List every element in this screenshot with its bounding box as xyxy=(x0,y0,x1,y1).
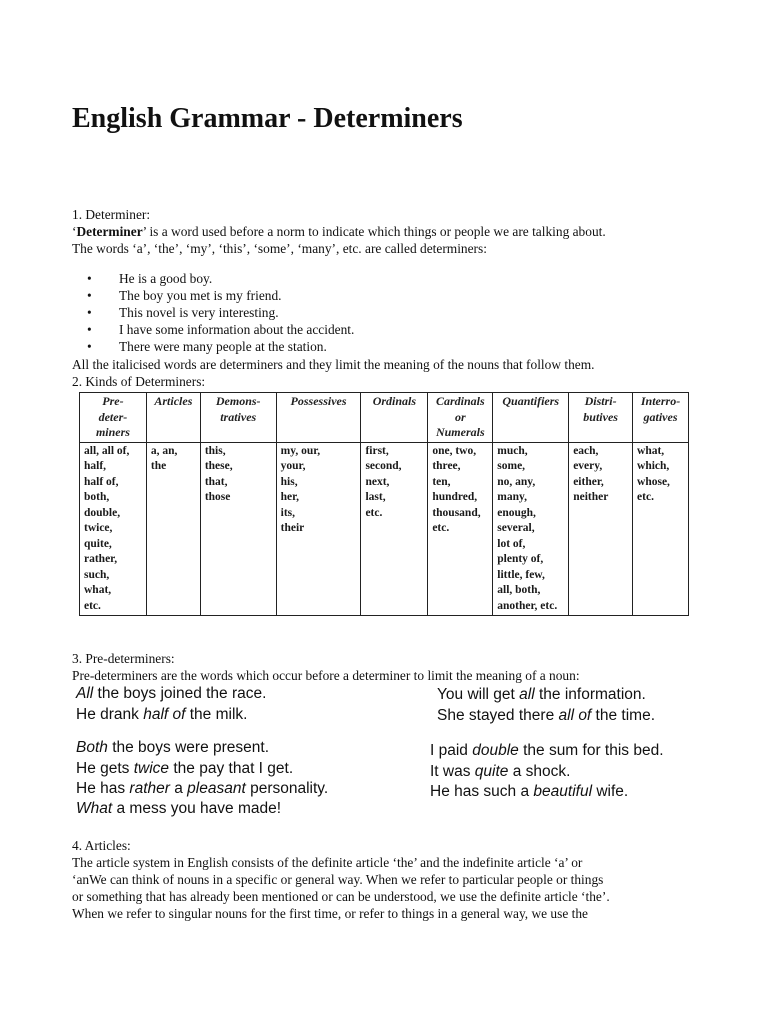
quote-mark: ‘ xyxy=(72,224,77,239)
paragraph-line: The article system in English consists of the definite article ‘the’ and the indefinite article ‘a’ or xyxy=(72,855,583,870)
table-cell xyxy=(80,442,147,616)
sentence-text: You will get xyxy=(437,686,520,703)
table-row xyxy=(80,442,689,616)
sentence-text: He gets xyxy=(76,760,134,777)
paragraph-line: When we refer to singular nouns for the first time, or refer to things in a general way, we use the xyxy=(72,906,588,921)
cell-text: a, an, xyxy=(150,444,178,457)
predeterminer-word: quite xyxy=(474,763,509,780)
cell-text: their xyxy=(280,522,305,534)
table-header-cell xyxy=(276,393,361,443)
section3-intro: Pre-determiners are the words which occur before a determiner to limit the meaning of a noun: xyxy=(72,668,580,683)
cell-text: rather, xyxy=(84,553,118,565)
sentence-text: the sum for this bed. xyxy=(518,742,664,759)
cell-text: much, xyxy=(497,444,528,457)
header-text: Interro- xyxy=(640,394,681,408)
cell-text: neither xyxy=(573,491,609,503)
list-item xyxy=(72,270,354,287)
cell-text: etc. xyxy=(432,522,450,534)
table-header-cell xyxy=(633,393,689,443)
header-text: Articles xyxy=(154,394,193,408)
header-text: gatives xyxy=(643,409,678,424)
cell-text: etc. xyxy=(84,599,101,612)
example-sentence xyxy=(76,799,281,819)
table-header-cell xyxy=(493,393,569,443)
cell-text: thousand, xyxy=(432,506,481,519)
table-cell xyxy=(569,442,633,616)
cell-text: both, xyxy=(84,491,110,503)
sentence-text: a xyxy=(169,780,188,797)
example-bullet-list xyxy=(72,270,354,355)
bullet-icon: • xyxy=(87,288,92,303)
cell-text: etc. xyxy=(365,506,383,519)
predeterminer-word: What xyxy=(76,800,113,817)
cell-text: lot of, xyxy=(497,537,526,550)
table-cell xyxy=(633,442,689,616)
header-text: Ordinals xyxy=(372,394,417,408)
cell-text: plenty of, xyxy=(497,553,544,565)
header-text: butives xyxy=(583,409,618,424)
header-text: Cardinals xyxy=(435,394,485,408)
sentence-text: a mess you have made! xyxy=(112,800,282,817)
bullet-text: This novel is very interesting. xyxy=(119,305,279,320)
table-header-cell xyxy=(569,393,633,443)
cell-text: these, xyxy=(204,460,233,472)
predeterminer-word: twice xyxy=(133,760,170,777)
header-text: Quantifiers xyxy=(502,394,560,408)
determiner-examples-line: The words ‘a’, ‘the’, ‘my’, ‘this’, ‘some’, ‘many’, etc. are called determiners: xyxy=(72,241,487,256)
cell-text: what, xyxy=(84,584,112,596)
example-sentence xyxy=(76,779,328,799)
example-sentence xyxy=(76,684,266,704)
list-item xyxy=(72,338,354,355)
sentence-text: the time. xyxy=(591,707,655,724)
list-item xyxy=(72,287,354,304)
example-sentence xyxy=(437,706,655,726)
cell-text: double, xyxy=(84,506,121,519)
paragraph-line: or something that has already been mentioned or can be understood, we use the definite article ‘the’. xyxy=(72,889,610,904)
cell-text: hundred, xyxy=(432,491,478,503)
cell-text: enough, xyxy=(497,506,536,519)
predeterminer-word: Both xyxy=(76,739,108,756)
cell-text: whose, xyxy=(637,475,670,488)
cell-text: that, xyxy=(204,475,228,488)
cell-text: little, few, xyxy=(497,568,545,581)
cell-text: first, xyxy=(365,444,389,457)
table-header-row xyxy=(80,393,689,443)
predeterminer-word: All xyxy=(76,685,94,702)
bullet-text: The boy you met is my friend. xyxy=(119,288,282,303)
cell-text: half of, xyxy=(84,475,119,488)
table-header-cell xyxy=(200,393,276,443)
sentence-text: It was xyxy=(430,763,475,780)
sentence-text: I paid xyxy=(430,742,473,759)
cell-text: no, any, xyxy=(497,475,536,488)
predeterminer-word: all of xyxy=(558,707,592,724)
table-cell xyxy=(428,442,493,616)
section2-heading: 2. Kinds of Determiners: xyxy=(72,374,206,389)
cell-text: your, xyxy=(280,460,306,472)
sentence-text: She stayed there xyxy=(437,707,559,724)
cell-text: one, two, xyxy=(432,444,477,457)
cell-text: all, both, xyxy=(497,584,541,596)
example-sentence xyxy=(76,705,247,725)
cell-text: twice, xyxy=(84,522,113,534)
table-cell xyxy=(200,442,276,616)
header-text: miners xyxy=(95,425,130,439)
bullet-icon: • xyxy=(87,322,92,337)
sentence-text: the boys were present. xyxy=(107,739,270,756)
cell-text: what, xyxy=(637,444,665,457)
cell-text: second, xyxy=(365,460,402,472)
determiner-definition xyxy=(72,223,606,240)
bullet-icon: • xyxy=(87,339,92,354)
table-header-cell xyxy=(361,393,428,443)
determiners-table xyxy=(79,392,689,616)
sentence-text: a shock. xyxy=(508,763,571,780)
page-title: English Grammar - Determiners xyxy=(72,103,463,134)
sentence-text: the pay that I get. xyxy=(169,760,294,777)
table-header-cell xyxy=(80,393,147,443)
determiner-term: Determiner xyxy=(76,224,143,239)
table-cell xyxy=(493,442,569,616)
bullet-icon: • xyxy=(87,305,92,320)
sentence-text: wife. xyxy=(592,783,629,800)
section3-heading: 3. Pre-determiners: xyxy=(72,651,175,666)
sentence-text: personality. xyxy=(245,780,329,797)
header-text: Pre- xyxy=(102,394,124,408)
header-text: Possessives xyxy=(290,394,347,408)
italicised-note: All the italicised words are determiners and they limit the meaning of the nouns that follow them. xyxy=(72,357,595,372)
sentence-text: He has xyxy=(76,780,130,797)
cell-text: those xyxy=(204,491,231,503)
bullet-text: I have some information about the accident. xyxy=(119,322,355,337)
example-sentence xyxy=(76,738,269,758)
example-sentence xyxy=(76,759,293,779)
cell-text: several, xyxy=(497,522,535,534)
cell-text: last, xyxy=(365,491,386,503)
cell-text: many, xyxy=(497,491,527,503)
table-cell xyxy=(276,442,361,616)
cell-text: her, xyxy=(280,491,300,503)
cell-text: ten, xyxy=(432,475,451,488)
section1-heading: 1. Determiner: xyxy=(72,207,151,222)
sentence-text: the milk. xyxy=(185,706,248,723)
paragraph-line: ‘anWe can think of nouns in a specific or general way. When we refer to particular people or things xyxy=(72,872,604,887)
cell-text: this, xyxy=(204,444,226,457)
table-header-cell xyxy=(428,393,493,443)
cell-text: quite, xyxy=(84,537,112,550)
cell-text: every, xyxy=(573,460,603,472)
sentence-text: He has such a xyxy=(430,783,534,800)
articles-paragraph xyxy=(72,854,702,922)
table-header-cell xyxy=(146,393,200,443)
bullet-text: There were many people at the station. xyxy=(119,339,327,354)
cell-text: some, xyxy=(497,460,526,472)
cell-text: each, xyxy=(573,444,599,457)
cell-text: such, xyxy=(84,568,110,581)
predeterminer-word: beautiful xyxy=(533,783,593,800)
list-item xyxy=(72,304,354,321)
predeterminer-word: half of xyxy=(143,706,186,723)
example-sentence xyxy=(430,782,628,802)
definition-text: ’ is a word used before a norm to indicate which things or people we are talking about. xyxy=(142,224,606,239)
bullet-icon: • xyxy=(87,271,92,286)
cell-text: which, xyxy=(637,460,670,472)
header-text: deter- xyxy=(98,409,128,424)
cell-text: all, all of, xyxy=(84,444,130,457)
list-item xyxy=(72,321,354,338)
example-sentence xyxy=(430,741,664,761)
sentence-text: He drank xyxy=(76,706,144,723)
header-text: Distri- xyxy=(584,394,617,408)
cell-text: three, xyxy=(432,460,461,472)
example-sentence xyxy=(437,685,646,705)
predeterminer-word: pleasant xyxy=(187,780,246,797)
header-text: Numerals xyxy=(435,425,485,439)
cell-text: another, etc. xyxy=(497,599,558,612)
bullet-text: He is a good boy. xyxy=(119,271,213,286)
cell-text: my, our, xyxy=(280,444,321,457)
predeterminer-word: double xyxy=(472,742,519,759)
header-text: tratives xyxy=(220,409,257,424)
cell-text: half, xyxy=(84,460,107,472)
cell-text: next, xyxy=(365,475,390,488)
predeterminer-word: all xyxy=(519,686,535,703)
section4-heading: 4. Articles: xyxy=(72,838,131,853)
cell-text: either, xyxy=(573,475,604,488)
table-cell xyxy=(146,442,200,616)
table-cell xyxy=(361,442,428,616)
cell-text: the xyxy=(150,460,167,472)
predeterminer-word: rather xyxy=(129,780,170,797)
header-text: Demons- xyxy=(215,394,261,408)
cell-text: etc. xyxy=(637,491,654,503)
cell-text: its, xyxy=(280,506,295,519)
sentence-text: the information. xyxy=(534,686,646,703)
sentence-text: the boys joined the race. xyxy=(93,685,267,702)
example-sentence xyxy=(430,762,570,782)
header-text: or xyxy=(454,409,466,424)
cell-text: his, xyxy=(280,475,298,488)
